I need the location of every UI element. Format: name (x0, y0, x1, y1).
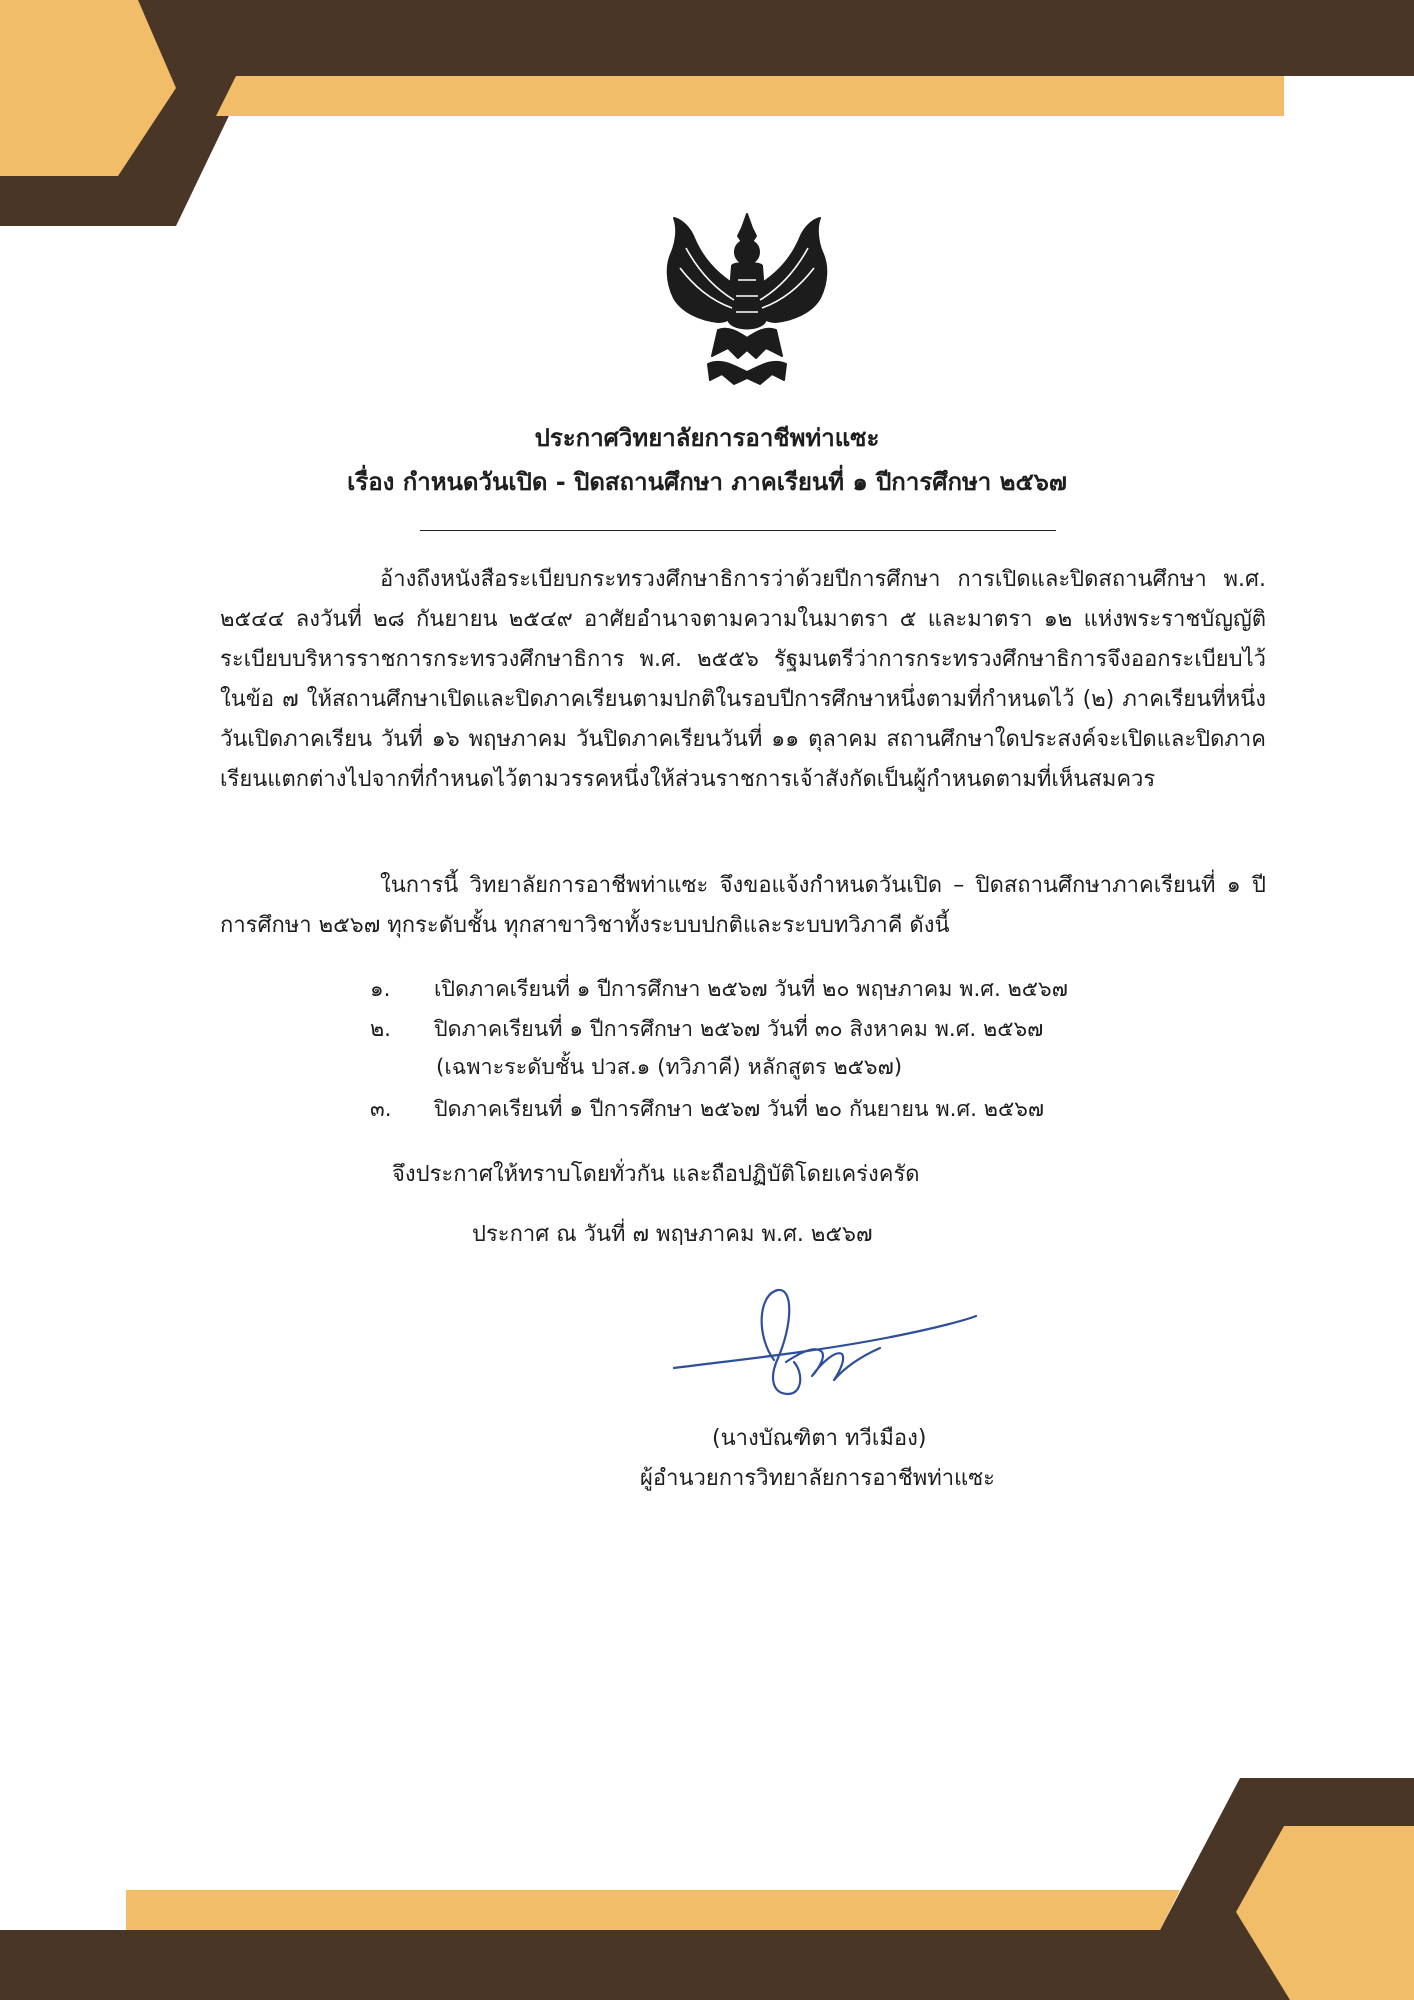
announcement-subject: เรื่อง กำหนดวันเปิด - ปิดสถานศึกษา ภาคเรียนที่ ๑ ปีการศึกษา ๒๕๖๗ (347, 468, 1067, 496)
announcement-date: ประกาศ ณ วันที่ ๗ พฤษภาคม พ.ศ. ๒๕๖๗ (472, 1222, 873, 1247)
list-item (370, 1094, 1044, 1126)
bottom-gold-bar (126, 1890, 1180, 1930)
signer-title: ผู้อำนวยการวิทยาลัยการอาชีพท่าแซะ (640, 1466, 995, 1491)
bottom-dark-bar (0, 1778, 1414, 2000)
list-item (370, 1014, 1043, 1046)
list-item (370, 974, 1068, 1006)
title-divider (420, 530, 1056, 531)
paragraph-reference: อ้างถึงหนังสือระเบียบกระทรวงศึกษาธิการว่าด้วยปีการศึกษา การเปิดและปิดสถานศึกษา พ.ศ. ๒๕๔๔ ลงวันที่ ๒๘ กันยายน ๒๕๔๙ อาศัยอำนาจตามความในมาตรา ๕ และมาตรา ๑๒ แห่งพระราชบัญญัติระเบียบบริหารราชการกระทรวงศึกษาธิการ พ.ศ. ๒๕๕๖ รัฐมนตรีว่าการกระทรวงศึกษาธิการจึงออกระเบียบไว้ในข้อ ๗ ให้สถานศึกษาเปิดและปิดภาคเรียนตามปกติในรอบปีการศึกษาหนึ่งตามที่กำหนดไว้ (๒) ภาคเรียนที่หนึ่งวันเปิดภาคเรียน วันที่ ๑๖ พฤษภาคม วันปิดภาคเรียนวันที่ ๑๑ ตุลาคม สถานศึกษาใดประสงค์จะเปิดและปิดภาคเรียนแตกต่างไปจากที่กำหนดไว้ตามวรรคหนึ่งให้ส่วนราชการเจ้าสังกัดเป็นผู้กำหนดตามที่เห็นสมควร (220, 567, 1266, 792)
top-gold-bar (216, 76, 1284, 116)
list-item-number: ๓. (370, 1097, 392, 1122)
list-item-text: ปิดภาคเรียนที่ ๑ ปีการศึกษา ๒๕๖๗ วันที่ ๒๐ กันยายน พ.ศ. ๒๕๖๗ (434, 1097, 1045, 1122)
list-item-note: (เฉพาะระดับชั้น ปวส.๑ (ทวิภาคี) หลักสูตร ๒๕๖๗) (436, 1055, 903, 1080)
list-item-number: ๒. (370, 1017, 392, 1042)
closing-statement: จึงประกาศให้ทราบโดยทั่วกัน และถือปฏิบัติโดยเคร่งครัด (392, 1162, 920, 1187)
signer-name: (นางบัณฑิตา ทวีเมือง) (712, 1426, 927, 1451)
list-item-text: ปิดภาคเรียนที่ ๑ ปีการศึกษา ๒๕๖๗ วันที่ ๓๐ สิงหาคม พ.ศ. ๒๕๖๗ (434, 1017, 1044, 1042)
announcement-title: ประกาศวิทยาลัยการอาชีพท่าแซะ (534, 424, 880, 452)
signature-icon (666, 1276, 986, 1406)
garuda-emblem-icon (652, 208, 842, 398)
list-item-text: เปิดภาคเรียนที่ ๑ ปีการศึกษา ๒๕๖๗ วันที่ ๒๐ พฤษภาคม พ.ศ. ๒๕๖๗ (434, 977, 1068, 1002)
list-item-number: ๑. (370, 977, 391, 1002)
paragraph-notice: ในการนี้ วิทยาลัยการอาชีพท่าแซะ จึงขอแจ้งกำหนดวันเปิด – ปิดสถานศึกษาภาคเรียนที่ ๑ ปีการศึกษา ๒๕๖๗ ทุกระดับชั้น ทุกสาขาวิชาทั้งระบบปกติและระบบทวิภาคี ดังนี้ (220, 873, 1266, 938)
